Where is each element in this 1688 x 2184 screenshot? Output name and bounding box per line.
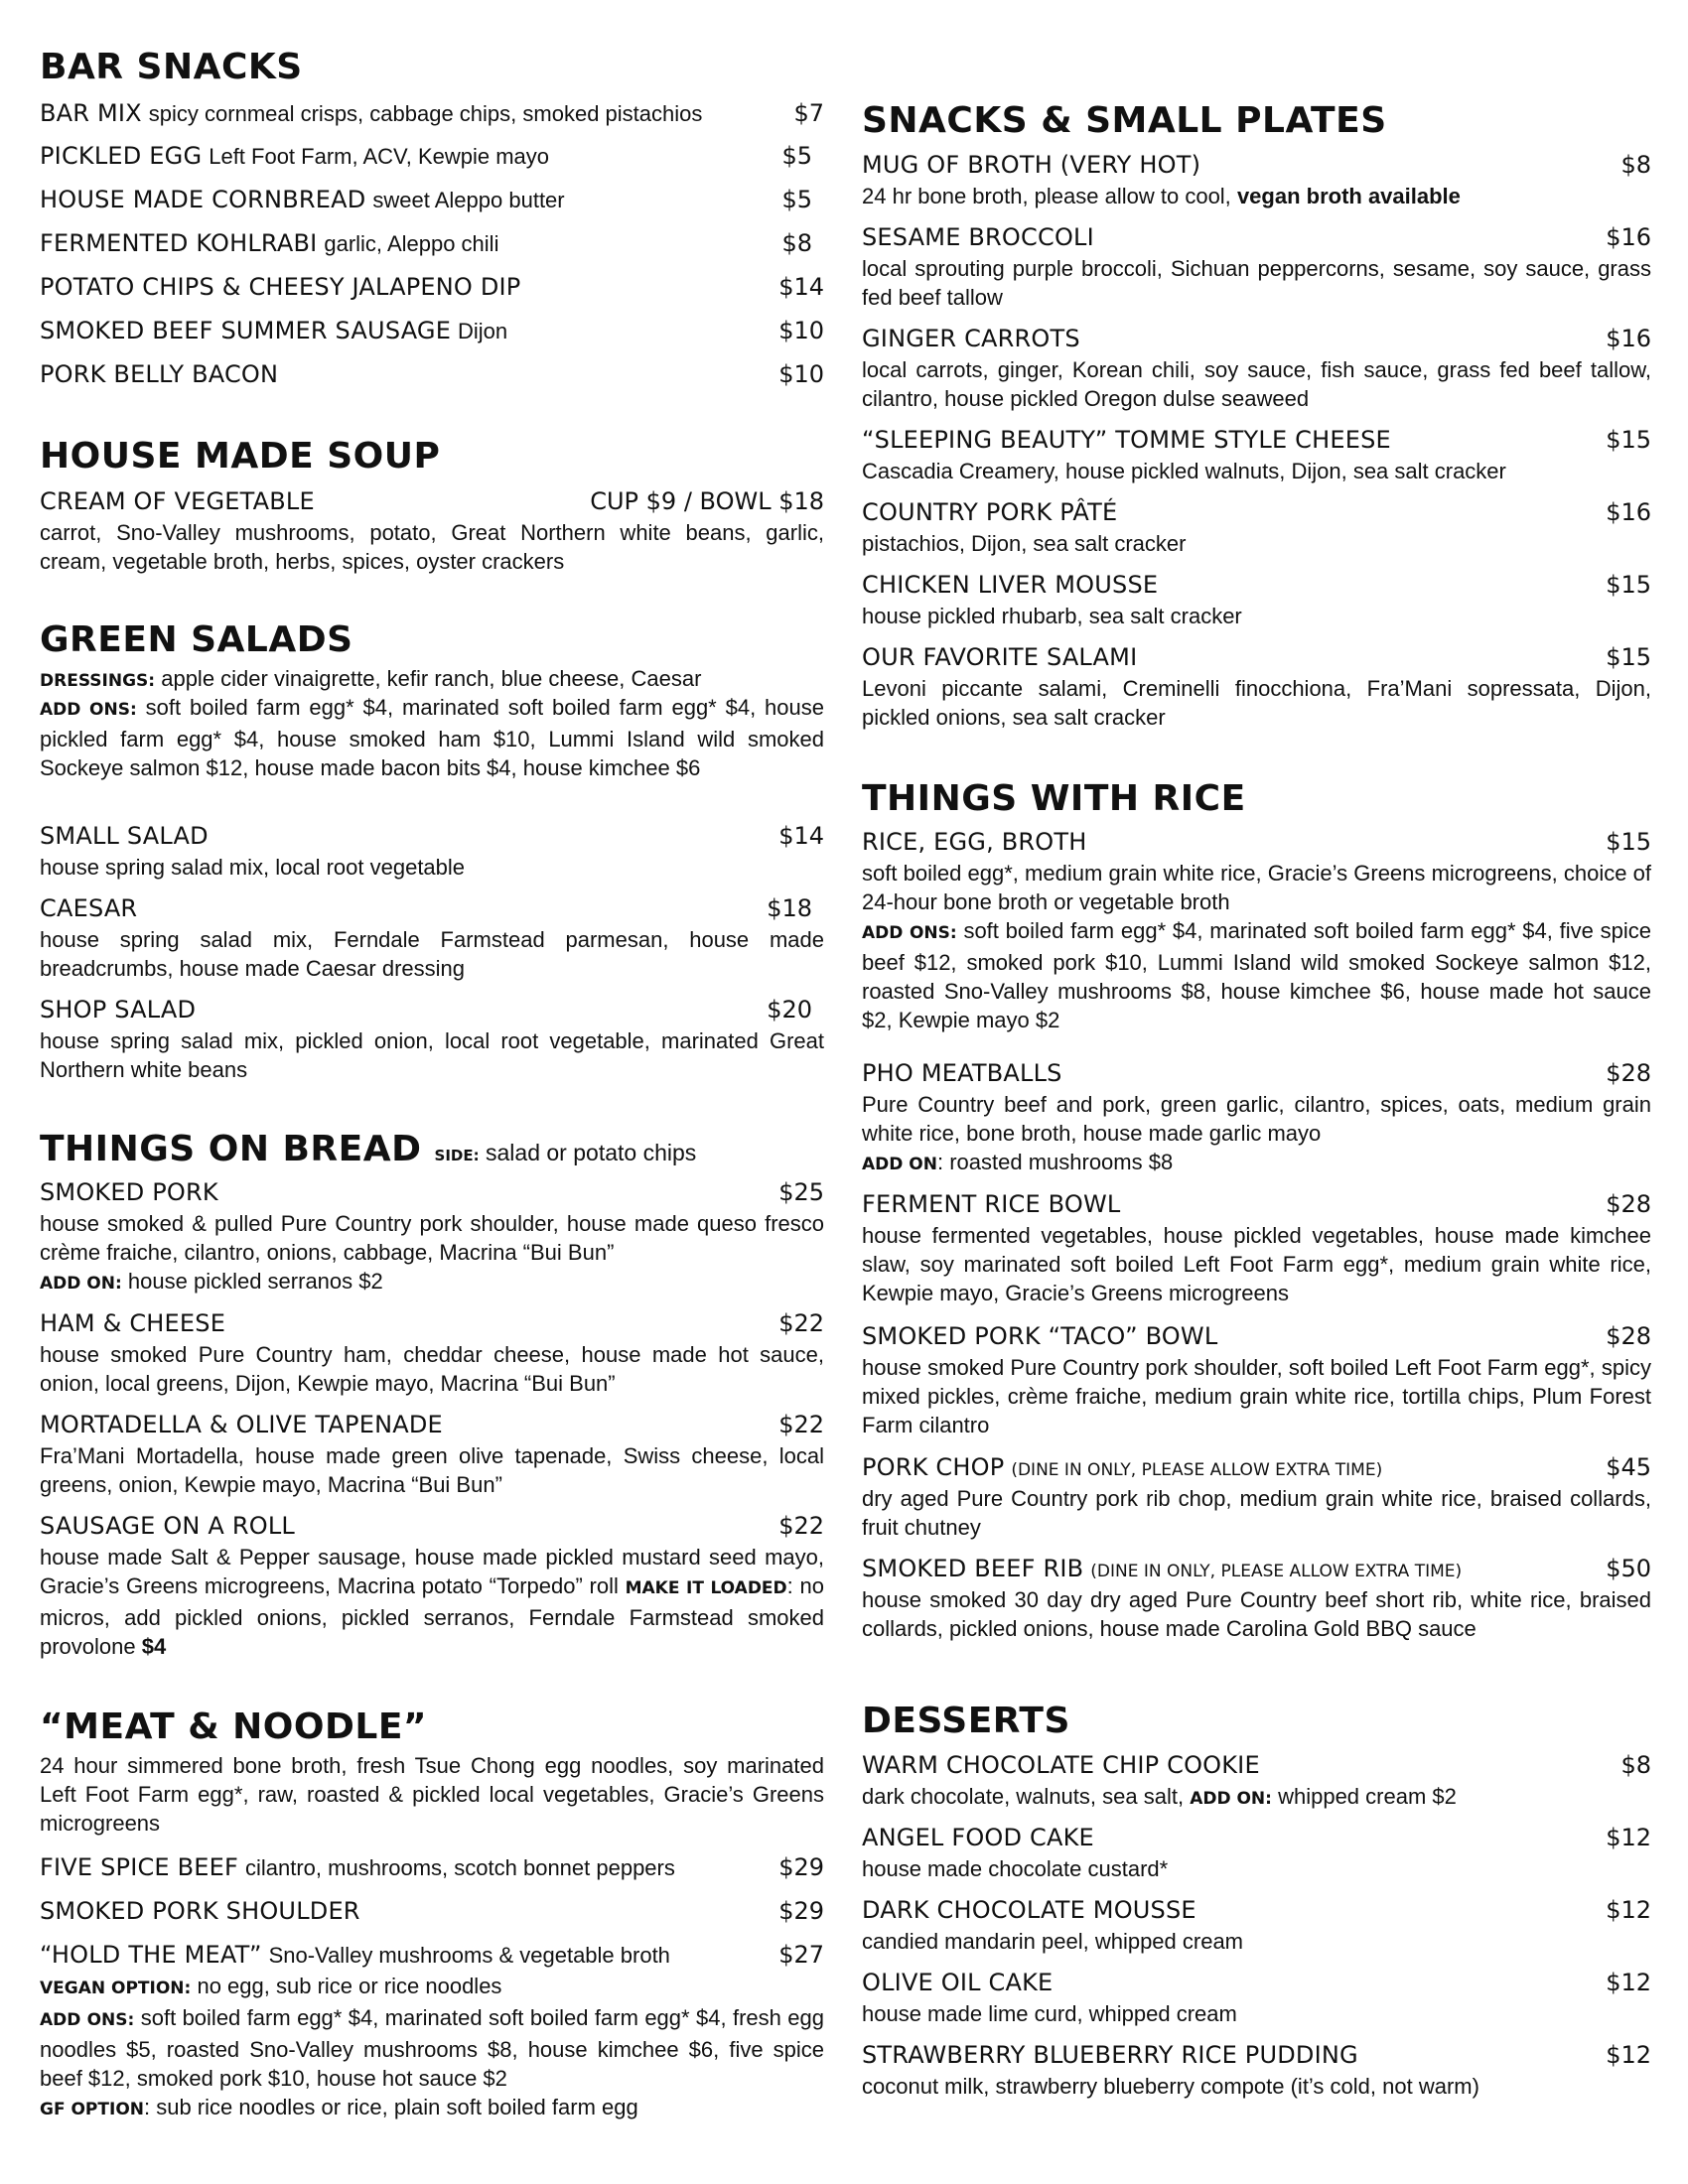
item-price: $22 (778, 1309, 824, 1337)
menu-item (40, 995, 824, 1024)
item-desc: Left Foot Farm, ACV, Kewpie mayo (209, 144, 550, 169)
item-desc-text: house made Salt & Pepper sausage, house made pickled mustard seed mayo, Gracie’s Greens microgreens, Macrina potato “Torpedo” roll (40, 1545, 824, 1598)
item-desc (40, 1543, 824, 1661)
item-name: FERMENTED KOHLRABI (40, 229, 318, 257)
item-name: SMOKED PORK SHOULDER (40, 1897, 360, 1925)
item-desc: house smoked Pure Country ham, cheddar cheese, house made hot sauce, onion, local greens, Dijon, Kewpie mayo, Macrina “Bui Bun” (40, 1342, 824, 1396)
item-price: $16 (1606, 223, 1651, 251)
item-price: $28 (1606, 1190, 1651, 1218)
item-desc: Dijon (458, 319, 508, 343)
item-desc: carrot, Sno-Valley mushrooms, potato, Great Northern white beans, garlic, cream, vegetable broth, herbs, spices, oyster crackers (40, 520, 824, 574)
salads-title: GREEN SALADS (40, 619, 353, 660)
bread-side (435, 1140, 697, 1165)
item-desc: local carrots, ginger, Korean chili, soy sauce, fish sauce, grass fed beef tallow, cilantro, house pickled Oregon dulse seaweed (862, 357, 1651, 411)
soup-title: HOUSE MADE SOUP (40, 436, 441, 477)
item-name: SHOP SALAD (40, 996, 197, 1024)
item-name: OLIVE OIL CAKE (862, 1969, 1054, 1996)
item-desc: garlic, Aleppo chili (324, 231, 499, 256)
item-price: $8 (781, 229, 812, 257)
item-desc: spicy cornmeal crisps, cabbage chips, smoked pistachios (148, 101, 703, 126)
item-name: DARK CHOCOLATE MOUSSE (862, 1896, 1196, 1924)
dressings-line (40, 664, 824, 696)
item-desc: Sno-Valley mushrooms & vegetable broth (268, 1943, 670, 1968)
item-price: $8 (1620, 1751, 1651, 1779)
item-name: CHICKEN LIVER MOUSSE (862, 571, 1159, 599)
menu-item (862, 1895, 1651, 1925)
menu-item (862, 1321, 1651, 1351)
small-plates-title: SNACKS & SMALL PLATES (862, 100, 1387, 141)
item-desc: Levoni piccante salami, Creminelli finocchiona, Fra’Mani sopressata, Dijon, pickled onions, sea salt cracker (862, 676, 1651, 730)
menu-item (862, 827, 1651, 857)
item-price: $15 (1606, 828, 1651, 856)
item-desc: candied mandarin peel, whipped cream (862, 1929, 1244, 1954)
item-desc-text: Pure Country beef and pork, green garlic, cilantro, spices, oats, medium grain white rice, bone broth, house made garlic mayo (862, 1092, 1651, 1146)
item-name: SMOKED BEEF RIB (862, 1555, 1084, 1582)
item-name: BAR MIX (40, 99, 142, 127)
menu-item (40, 141, 824, 171)
loaded-text: : no micros, add pickled onions, pickled serranos, Ferndale Farmstead smoked provolone (40, 1573, 824, 1659)
item-price: $12 (1606, 1896, 1651, 1924)
noodle-options (40, 1972, 824, 2124)
item-desc-text: house smoked & pulled Pure Country pork shoulder, house made queso fresco crème fraiche, cilantro, onions, cabbage, Macrina “Bui Bun” (40, 1211, 824, 1265)
item-desc: house spring salad mix, Ferndale Farmstead parmesan, house made breadcrumbs, house made Caesar dressing (40, 927, 824, 981)
item-name: WARM CHOCOLATE CHIP COOKIE (862, 1751, 1260, 1779)
menu-item (862, 150, 1651, 180)
item-note: (DINE IN ONLY, PLEASE ALLOW EXTRA TIME) (1011, 1460, 1383, 1480)
gf-label: GF OPTION (40, 2100, 144, 2119)
item-price: $7 (793, 99, 824, 127)
item-price: $10 (778, 360, 824, 388)
addon-label: ADD ON: (1190, 1789, 1272, 1809)
menu-item (862, 570, 1651, 600)
item-price: $50 (1606, 1555, 1651, 1582)
addons-label: ADD ONS: (40, 700, 137, 720)
item-name: CREAM OF VEGETABLE (40, 487, 315, 515)
menu-item (40, 272, 824, 302)
item-desc (862, 182, 1651, 210)
menu-item (862, 2040, 1651, 2070)
item-price: $14 (778, 273, 824, 301)
item-desc-text: dark chocolate, walnuts, sea salt, (862, 1784, 1185, 1809)
item-price: $20 (767, 996, 812, 1024)
item-name: SMOKED PORK “TACO” BOWL (862, 1322, 1218, 1350)
menu-item (862, 1750, 1651, 1780)
bread-title (40, 1129, 697, 1169)
item-price: $15 (1606, 426, 1651, 454)
dressings-label: DRESSINGS: (40, 671, 156, 691)
item-name: GINGER CARROTS (862, 325, 1080, 352)
item-price: $14 (778, 822, 824, 850)
item-name: MUG OF BROTH (VERY HOT) (862, 151, 1201, 179)
item-price: $15 (1606, 571, 1651, 599)
item-name: ANGEL FOOD CAKE (862, 1824, 1094, 1851)
item-desc: house spring salad mix, pickled onion, local root vegetable, marinated Great Northern white beans (40, 1028, 824, 1082)
menu-item (862, 1058, 1651, 1088)
menu-item (862, 642, 1651, 672)
item-name: STRAWBERRY BLUEBERRY RICE PUDDING (862, 2041, 1358, 2069)
item-name: PORK BELLY BACON (40, 360, 279, 388)
menu-item (862, 1452, 1651, 1482)
item-name: PORK CHOP (862, 1453, 1005, 1481)
item-name: POTATO CHIPS & CHEESY JALAPENO DIP (40, 273, 521, 301)
side-text: salad or potato chips (486, 1140, 697, 1165)
item-price: CUP $9 / BOWL $18 (590, 487, 824, 515)
menu-item (862, 1823, 1651, 1852)
item-desc: local sprouting purple broccoli, Sichuan peppercorns, sesame, soy sauce, grass fed beef tallow (862, 256, 1651, 310)
item-name: PICKLED EGG (40, 142, 203, 170)
item-price: $5 (781, 142, 812, 170)
item-name: HOUSE MADE CORNBREAD (40, 186, 366, 213)
item-desc (862, 859, 1651, 1034)
item-desc: house made chocolate custard* (862, 1856, 1169, 1881)
item-desc (40, 1209, 824, 1298)
menu-item (40, 228, 824, 258)
rice-title: THINGS WITH RICE (862, 778, 1246, 819)
menu-item (862, 222, 1651, 252)
item-price: $29 (778, 1897, 824, 1925)
item-price: $28 (1606, 1322, 1651, 1350)
menu-item (40, 98, 824, 128)
item-desc: coconut milk, strawberry blueberry compote (it’s cold, not warm) (862, 2074, 1479, 2099)
item-name: OUR FAVORITE SALAMI (862, 643, 1138, 671)
item-price: $12 (1606, 1969, 1651, 1996)
menu-item (862, 324, 1651, 353)
addons-label: ADD ONS: (40, 2010, 135, 2030)
item-price: $25 (778, 1178, 824, 1206)
menu-item (862, 1189, 1651, 1219)
noodle-desc: 24 hour simmered bone broth, fresh Tsue Chong egg noodles, soy marinated Left Foot Farm egg*, raw, roasted & pickled local vegetables, Gracie’s Greens microgreens (40, 1753, 824, 1836)
item-desc-text: 24 hr bone broth, please allow to cool, (862, 184, 1231, 208)
item-price: $27 (778, 1941, 824, 1969)
addon-text: : roasted mushrooms $8 (936, 1150, 1174, 1174)
vegan-text: no egg, sub rice or rice noodles (197, 1974, 502, 1998)
menu-item (40, 1177, 824, 1207)
gf-text: : sub rice noodles or rice, plain soft boiled farm egg (144, 2095, 638, 2119)
menu-item (40, 316, 824, 345)
addon-label: ADD ON: (40, 1274, 122, 1294)
menu-item (40, 821, 824, 851)
item-price: $15 (1606, 643, 1651, 671)
menu-item (862, 1554, 1651, 1583)
item-name: SAUSAGE ON A ROLL (40, 1512, 295, 1540)
item-desc: Fra’Mani Mortadella, house made green olive tapenade, Swiss cheese, local greens, onion, Kewpie mayo, Macrina “Bui Bun” (40, 1443, 824, 1497)
menu-item (40, 1940, 824, 1970)
item-price: $16 (1606, 325, 1651, 352)
bar-snacks-title: BAR SNACKS (40, 47, 303, 87)
item-price: $22 (778, 1411, 824, 1438)
item-desc: dry aged Pure Country pork rib chop, medium grain white rice, braised collards, fruit chutney (862, 1486, 1651, 1540)
item-desc (862, 1090, 1651, 1179)
item-price: $45 (1606, 1453, 1651, 1481)
item-price: $10 (778, 317, 824, 344)
item-price: $22 (778, 1512, 824, 1540)
menu-item (40, 486, 824, 516)
loaded-label: MAKE IT LOADED (625, 1578, 787, 1598)
item-name: CAESAR (40, 894, 138, 922)
addon-text: house pickled serranos $2 (127, 1269, 383, 1294)
item-desc-bold: vegan broth available (1236, 184, 1461, 208)
addon-label: ADD ON (862, 1155, 937, 1174)
addons-text: soft boiled farm egg* $4, marinated soft boiled farm egg* $4, house pickled farm egg* $4, house smoked ham $10, Lummi Island wild smoked Sockeye salmon $12, house made bacon bits $4, house kimchee $6 (40, 695, 824, 780)
item-name: PHO MEATBALLS (862, 1059, 1062, 1087)
item-name: “SLEEPING BEAUTY” TOMME STYLE CHEESE (862, 426, 1391, 454)
item-price: $12 (1606, 1824, 1651, 1851)
item-price: $16 (1606, 498, 1651, 526)
item-desc: house made lime curd, whipped cream (862, 2001, 1237, 2026)
item-desc: Cascadia Creamery, house pickled walnuts, Dijon, sea salt cracker (862, 459, 1506, 483)
item-desc: house smoked 30 day dry aged Pure Country beef short rib, white rice, braised collards, pickled onions, house made Carolina Gold BBQ sauce (862, 1587, 1651, 1641)
item-desc: house spring salad mix, local root vegetable (40, 855, 466, 880)
vegan-label: VEGAN OPTION: (40, 1979, 192, 1998)
item-name: MORTADELLA & OLIVE TAPENADE (40, 1411, 443, 1438)
item-desc: house smoked Pure Country pork shoulder, soft boiled Left Foot Farm egg*, spicy mixed pickles, crème fraiche, medium grain white rice, tortilla chips, Plum Forest Farm cilantro (862, 1355, 1651, 1437)
item-name: SMALL SALAD (40, 822, 209, 850)
item-name: SESAME BROCCOLI (862, 223, 1094, 251)
menu-item (40, 1896, 824, 1926)
addons-text: soft boiled farm egg* $4, marinated soft boiled farm egg* $4, five spice beef $12, smoked pork $10, Lummi Island wild smoked Sockeye salmon $12, roasted Sno-Valley mushrooms $8, house kimchee $6, house made hot sauce $2, Kewpie mayo $2 (862, 918, 1651, 1032)
item-name: FIVE SPICE BEEF (40, 1853, 239, 1881)
item-desc (862, 1782, 1651, 1814)
item-desc: house fermented vegetables, house pickled vegetables, house made kimchee slaw, soy marinated soft boiled Left Foot Farm egg*, medium grain white rice, Kewpie mayo, Gracie’s Greens microgreens (862, 1223, 1651, 1305)
menu-item (40, 1852, 824, 1882)
menu-item (40, 359, 824, 389)
item-desc: house pickled rhubarb, sea salt cracker (862, 604, 1242, 628)
menu-item (862, 425, 1651, 455)
item-desc: cilantro, mushrooms, scotch bonnet peppers (244, 1855, 675, 1880)
item-name: HAM & CHEESE (40, 1309, 226, 1337)
item-price: $12 (1606, 2041, 1651, 2069)
item-note: (DINE IN ONLY, PLEASE ALLOW EXTRA TIME) (1090, 1562, 1463, 1581)
item-name: “HOLD THE MEAT” (40, 1941, 262, 1969)
menu-item (40, 1511, 824, 1541)
menu-item (40, 1410, 824, 1439)
item-name: FERMENT RICE BOWL (862, 1190, 1121, 1218)
menu-item (862, 497, 1651, 527)
menu-item (40, 893, 824, 923)
addons-text: soft boiled farm egg* $4, marinated soft boiled farm egg* $4, fresh egg noodles $5, roasted Sno-Valley mushrooms $8, house kimchee $6, five spice beef $12, smoked pork $10, house hot sauce $2 (40, 2005, 824, 2091)
item-price: $28 (1606, 1059, 1651, 1087)
menu-item (862, 1968, 1651, 1997)
noodle-title: “MEAT & NOODLE” (40, 1706, 428, 1747)
item-desc: pistachios, Dijon, sea salt cracker (862, 531, 1187, 556)
item-name: COUNTRY PORK PÂTÉ (862, 498, 1118, 526)
item-desc-text: soft boiled egg*, medium grain white rice, Gracie’s Greens microgreens, choice of 24-hour bone broth or vegetable broth (862, 861, 1651, 914)
bread-title-text: THINGS ON BREAD (40, 1129, 422, 1169)
item-name: SMOKED PORK (40, 1178, 218, 1206)
item-price: $5 (781, 186, 812, 213)
item-desc: sweet Aleppo butter (372, 188, 565, 212)
item-price: $29 (778, 1853, 824, 1881)
item-price: $8 (1620, 151, 1651, 179)
menu-item (40, 185, 824, 214)
menu-item (40, 1308, 824, 1338)
addon-text: whipped cream $2 (1278, 1784, 1457, 1809)
dressings-text: apple cider vinaigrette, kefir ranch, blue cheese, Caesar (161, 666, 702, 691)
loaded-price: $4 (141, 1634, 167, 1659)
item-name: RICE, EGG, BROTH (862, 828, 1087, 856)
item-name: SMOKED BEEF SUMMER SAUSAGE (40, 317, 452, 344)
desserts-title: DESSERTS (862, 1701, 1070, 1741)
addons-label: ADD ONS: (862, 923, 957, 943)
addons-line (40, 693, 824, 782)
side-label: SIDE: (434, 1147, 480, 1164)
item-price: $18 (767, 894, 812, 922)
